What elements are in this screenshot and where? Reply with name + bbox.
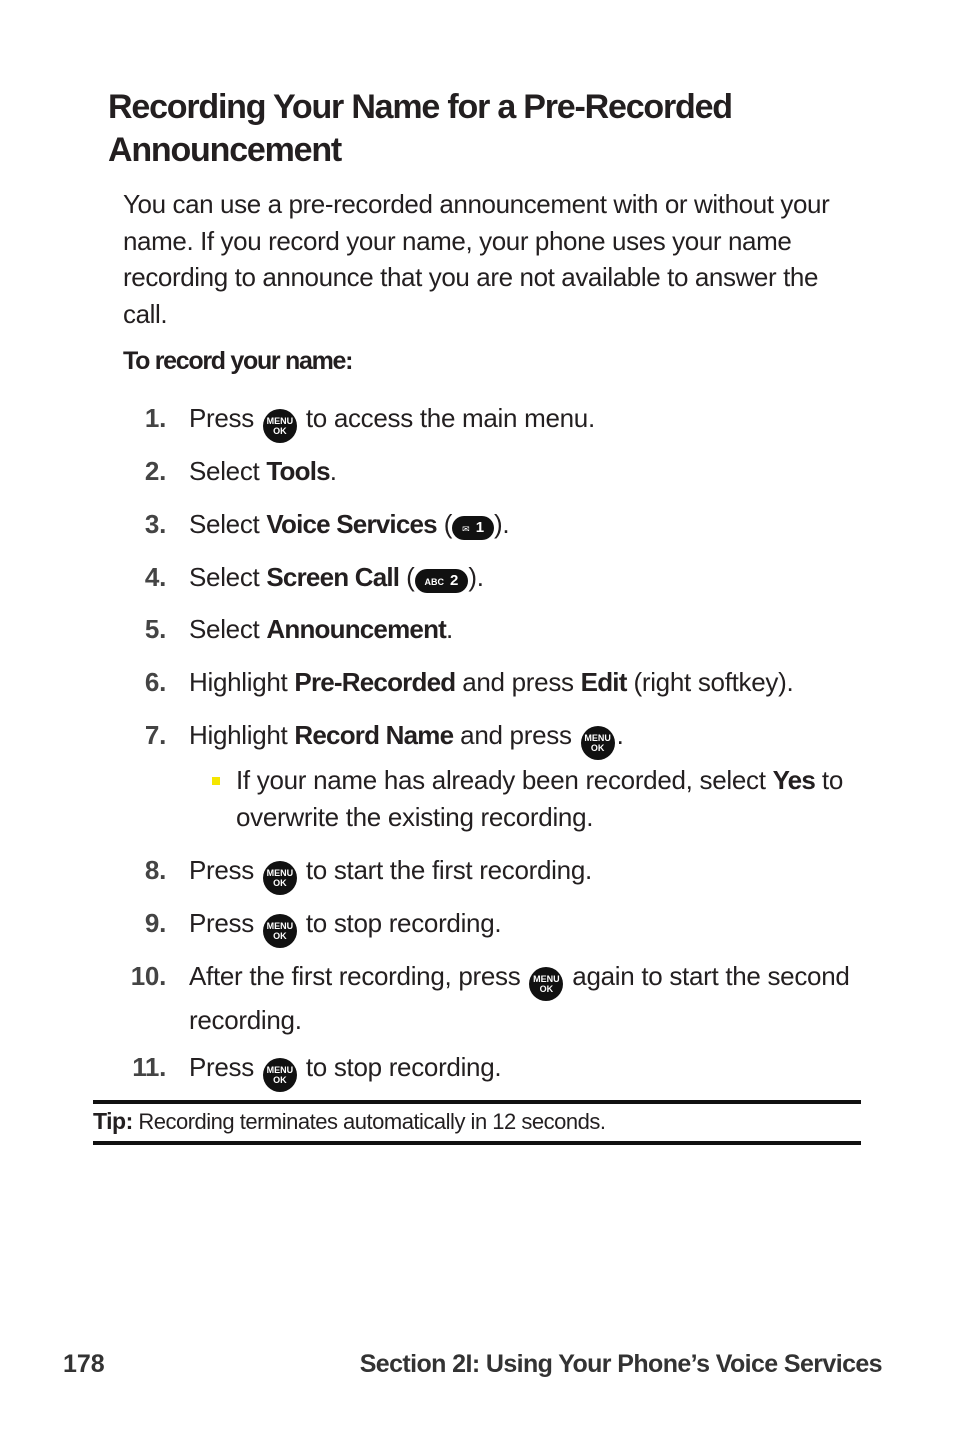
menu-ok-key-icon: MENU OK — [263, 861, 297, 895]
step-number: 6. — [144, 667, 166, 697]
key-1-voicemail-icon: ✉ 1 — [452, 516, 494, 540]
page-number: 178 — [63, 1350, 105, 1378]
menu-ok-key-icon: MENU OK — [263, 1058, 297, 1092]
step-number: 4. — [144, 562, 166, 592]
step-text: Highlight Pre-Recorded and press Edit (right softkey). — [189, 667, 794, 697]
title-line-1: Recording Your Name for a Pre-Recorded — [108, 88, 732, 126]
note-text: If your name has already been recorded, select Yes to overwrite the existing recording. — [236, 765, 844, 832]
procedure-heading: To record your name: — [123, 347, 353, 375]
step-text: Select Announcement. — [189, 614, 453, 644]
tip-label: Tip: — [93, 1108, 133, 1134]
step-number: 11. — [132, 1052, 166, 1082]
tip-rule-top — [93, 1100, 861, 1104]
step-text: Press MENU OK to stop recording. — [189, 904, 859, 948]
step-number: 3. — [144, 509, 166, 539]
menu-ok-key-icon: MENU OK — [263, 409, 297, 443]
step-number: 9. — [144, 908, 166, 938]
step-text: Select Tools. — [189, 456, 337, 486]
section-title: Section 2I: Using Your Phone’s Voice Services — [359, 1350, 882, 1378]
tip-box — [93, 1106, 861, 1137]
step-number: 8. — [144, 855, 166, 885]
step-text: Select Screen Call ( ABC 2 ). — [189, 562, 484, 592]
step-text: Press MENU OK to stop recording. — [189, 1048, 859, 1092]
step-number: 5. — [144, 614, 166, 644]
tip-rule-bottom — [93, 1141, 861, 1145]
key-2-abc-icon: ABC 2 — [415, 569, 469, 593]
bullet-square-icon — [212, 777, 220, 785]
step-text: Select Voice Services ( ✉ 1 ). — [189, 509, 510, 539]
intro-paragraph: You can use a pre-recorded announcement with or without your name. If you record your name, your phone uses your name recording to announce that you are not available to answer the call. — [123, 189, 830, 329]
title-line-2: Announcement — [108, 131, 342, 169]
step-number: 10. — [130, 961, 166, 991]
step-number: 2. — [144, 456, 166, 486]
menu-ok-key-icon: MENU OK — [581, 726, 615, 760]
tip-text: Recording terminates automatically in 12 seconds. — [132, 1109, 606, 1134]
step-number: 7. — [144, 720, 166, 750]
menu-ok-key-icon: MENU OK — [529, 967, 563, 1001]
step-text: After the first recording, press MENU OK again to start the second recording. — [189, 961, 850, 1035]
step-text: Press MENU OK to start the first recording. — [189, 851, 859, 895]
step-text: Press MENU OK to access the main menu. — [189, 399, 859, 443]
menu-ok-key-icon: MENU OK — [263, 914, 297, 948]
page-title — [108, 86, 888, 172]
step-number: 1. — [144, 403, 166, 433]
step-text: Highlight Record Name and press MENU OK . — [189, 716, 859, 760]
